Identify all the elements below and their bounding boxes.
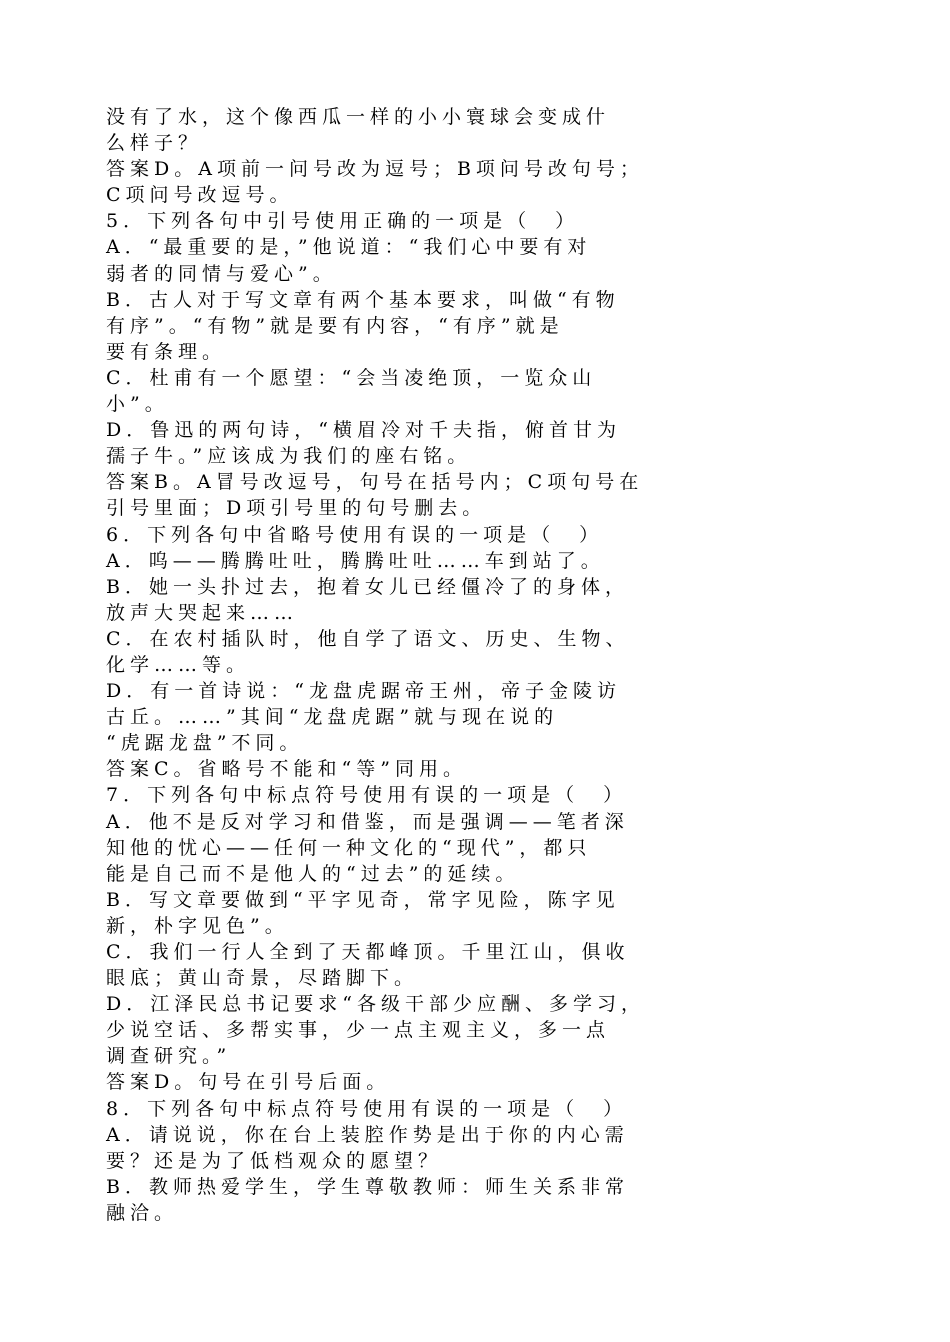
option-line: A．请说说，你在台上装腔作势是出于你的内心需 bbox=[106, 1123, 629, 1146]
option-line: 小”。 bbox=[106, 393, 169, 416]
option-line: 放声大哭起来…… bbox=[106, 601, 299, 624]
option-line: A．“最重要的是，”他说道：“我们心中要有对 bbox=[106, 236, 592, 259]
option-line: 知他的忧心——任何一种文化的“现代”，都只 bbox=[106, 836, 592, 859]
option-line: B．古人对于写文章有两个基本要求，叫做“有物 bbox=[106, 288, 620, 311]
answer-line: 答案B。A冒号改逗号，句号在括号内；C项句号在 bbox=[106, 471, 644, 494]
option-line: “虎踞龙盘”不同。 bbox=[106, 732, 304, 755]
option-line: 古丘。……”其间“龙盘虎踞”就与现在说的 bbox=[106, 706, 559, 729]
text-line: 没有了水，这个像西瓜一样的小小寰球会变成什 bbox=[106, 106, 611, 128]
answer-line: 引号里面；D项引号里的句号删去。 bbox=[106, 497, 487, 520]
option-line: D．鲁迅的两句诗，“横眉冷对千夫指，俯首甘为 bbox=[106, 419, 621, 442]
option-line: B．她一头扑过去，抱着女儿已经僵冷了的身体， bbox=[106, 575, 629, 598]
option-line: 有序”。“有物”就是要有内容，“有序”就是 bbox=[106, 314, 564, 337]
option-line: 能是自己而不是他人的“过去”的延续。 bbox=[106, 862, 520, 885]
question-8-stem: 8．下列各句中标点符号使用有误的一项是（ ） bbox=[106, 1097, 628, 1120]
question-5-stem: 5．下列各句中引号使用正确的一项是（ ） bbox=[106, 210, 580, 233]
option-line: 新，朴字见色”。 bbox=[106, 914, 289, 937]
option-line: 调查研究。” bbox=[106, 1045, 232, 1068]
option-line: 弱者的同情与爱心”。 bbox=[106, 262, 337, 285]
text-line: 么样子？ bbox=[106, 132, 203, 155]
option-line: C．我们一行人全到了天都峰顶。千里江山，俱收 bbox=[106, 941, 630, 963]
answer-line: 答案D。A项前一问号改为逗号；B项问号改句号； bbox=[106, 158, 644, 181]
option-line: 化学……等。 bbox=[106, 653, 251, 676]
option-line: 眼底；黄山奇景，尽踏脚下。 bbox=[106, 967, 419, 990]
option-line: C．杜甫有一个愿望：“会当凌绝顶，一览众山 bbox=[106, 366, 597, 389]
answer-line: 答案D。句号在引号后面。 bbox=[106, 1071, 391, 1094]
answer-line: C项问号改逗号。 bbox=[106, 184, 294, 207]
option-line: A．他不是反对学习和借鉴，而是强调——笔者深 bbox=[106, 810, 629, 833]
answer-line: 答案C。省略号不能和“等”同用。 bbox=[106, 758, 467, 781]
document-body bbox=[106, 104, 842, 1226]
option-line: 要有条理。 bbox=[106, 340, 227, 363]
option-line: B．教师热爱学生，学生尊敬教师：师生关系非常 bbox=[106, 1175, 629, 1198]
option-line: C．在农村插队时，他自学了语文、历史、生物、 bbox=[106, 627, 630, 650]
option-line: D．江泽民总书记要求“各级干部少应酬、多学习， bbox=[106, 993, 645, 1016]
option-line: 要？还是为了低档观众的愿望？ bbox=[106, 1149, 443, 1172]
option-line: B．写文章要做到“平字见奇，常字见险，陈字见 bbox=[106, 888, 620, 911]
option-line: 孺子牛。”应该成为我们的座右铭。 bbox=[106, 445, 472, 468]
option-line: A．呜——腾腾吐吐，腾腾吐吐……车到站了。 bbox=[106, 549, 605, 572]
question-6-stem: 6．下列各句中省略号使用有误的一项是（ ） bbox=[106, 523, 604, 546]
option-line: 少说空话、多帮实事，少一点主观主义，多一点 bbox=[106, 1019, 611, 1042]
option-line: D．有一首诗说：“龙盘虎踞帝王州，帝子金陵访 bbox=[106, 680, 621, 703]
question-7-stem: 7．下列各句中标点符号使用有误的一项是（ ） bbox=[106, 784, 628, 807]
option-line: 融洽。 bbox=[106, 1201, 179, 1224]
